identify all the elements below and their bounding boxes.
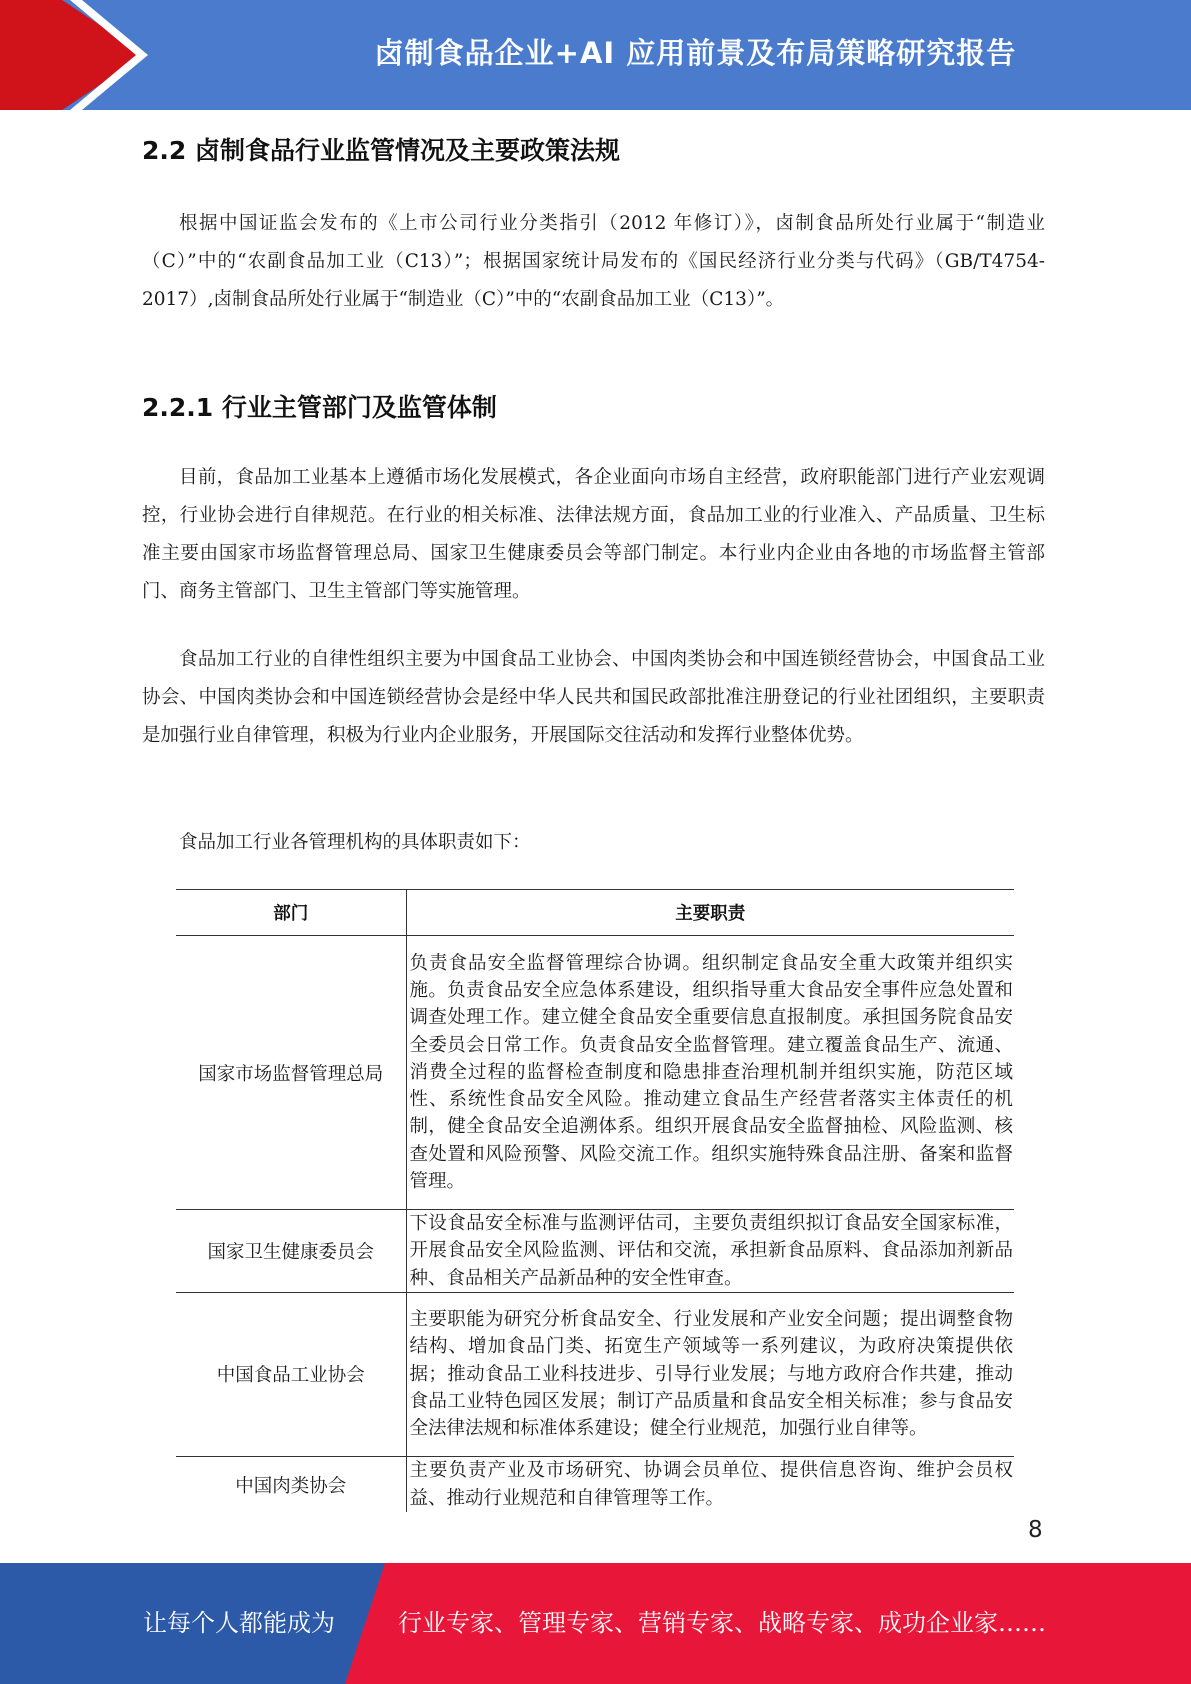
dept-cell: 国家卫生健康委员会 (176, 1210, 406, 1293)
duty-cell: 下设食品安全标准与监测评估司，主要负责组织拟订食品安全国家标准，开展食品安全风险监测、评估和交流，承担新食品原料、食品添加剂新品种、食品相关产品新品种的安全性审查。 (406, 1210, 1014, 1293)
duty-cell: 主要职能为研究分析食品安全、行业发展和产业安全问题；提出调整食物结构、增加食品门类、拓宽生产领域等一系列建议，为政府决策提供依据；推动食品工业科技进步、引导行业发展；与地方政府合作共建，推动食品工业特色园区发展；制订产品质量和食品安全相关标准；参与食品安全法律法规和标准体系建设；健全行业规范，加强行业自律等。 (406, 1292, 1014, 1456)
self-regulation-paragraph: 食品加工行业的自律性组织主要为中国食品工业协会、中国肉类协会和中国连锁经营协会，中国食品工业协会、中国肉类协会和中国连锁经营协会是经中华人民共和国民政部批准注册登记的行业社团组织，主要职责是加强行业自律管理，积极为行业内企业服务，开展国际交往活动和发挥行业整体优势。 (142, 649, 1045, 746)
page-footer (0, 1563, 1191, 1684)
table-row (176, 1292, 1014, 1456)
table-row (176, 1210, 1014, 1293)
table-row (176, 1456, 1014, 1512)
regulation-paragraph: 目前，食品加工业基本上遵循市场化发展模式，各企业面向市场自主经营，政府职能部门进行产业宏观调控，行业协会进行自律规范。在行业的相关标准、法律法规方面，食品加工业的行业准入、产品质量、卫生标准主要由国家市场监督管理总局、国家卫生健康委员会等部门制定。本行业内企业由各地的市场监督主管部门、商务主管部门、卫生主管部门等实施管理。 (142, 467, 1045, 602)
dept-cell: 中国肉类协会 (176, 1456, 406, 1512)
page-header (0, 0, 1191, 110)
subsection-heading: 2.2.1 行业主管部门及监管体制 (142, 393, 497, 422)
page-number: 8 (1028, 1517, 1043, 1543)
column-header-duty: 主要职责 (406, 890, 1014, 936)
table-header-row (176, 890, 1014, 936)
dept-cell: 中国食品工业协会 (176, 1292, 406, 1456)
column-header-dept: 部门 (176, 890, 406, 936)
duty-cell: 负责食品安全监督管理综合协调。组织制定食品安全重大政策并组织实施。负责食品安全应急体系建设，组织指导重大食品安全事件应急处置和调查处理工作。建立健全食品安全重要信息直报制度。承担国务院食品安全委员会日常工作。负责食品安全监督管理。建立覆盖食品生产、流通、消费全过程的监督检查制度和隐患排查治理机制并组织实施，防范区域性、系统性食品安全风险。推动建立食品生产经营者落实主体责任的机制，健全食品安全追溯体系。组织开展食品安全监督抽检、风险监测、核查处置和风险预警、风险交流工作。组织实施特殊食品注册、备案和监督管理。 (406, 936, 1014, 1210)
agency-duties-table (176, 889, 1014, 1512)
duty-cell: 主要负责产业及市场研究、协调会员单位、提供信息咨询、维护会员权益、推动行业规范和自律管理等工作。 (409, 1460, 1013, 1509)
header-arrow-decoration (0, 0, 160, 110)
footer-slogan-right: 行业专家、管理专家、营销专家、战略专家、成功企业家…… (398, 1609, 1046, 1637)
table-intro: 食品加工行业各管理机构的具体职责如下： (179, 832, 531, 853)
table-row (176, 936, 1014, 1210)
footer-slogan-left: 让每个人都能成为 (143, 1609, 335, 1637)
section-heading: 2.2 卤制食品行业监管情况及主要政策法规 (142, 136, 620, 165)
report-title: 卤制食品企业+AI 应用前景及布局策略研究报告 (374, 36, 1017, 70)
dept-cell: 国家市场监督管理总局 (176, 936, 406, 1210)
section-intro-paragraph: 根据中国证监会发布的《上市公司行业分类指引（2012 年修订）》，卤制食品所处行业属于“制造业（C）”中的“农副食品加工业（C13）”；根据国家统计局发布的《国民经济行业分类与代码》（GB/T4754-2017）,卤制食品所处行业属于“制造业（C）”中的“农副食品加工业（C13）”。 (142, 213, 1045, 310)
